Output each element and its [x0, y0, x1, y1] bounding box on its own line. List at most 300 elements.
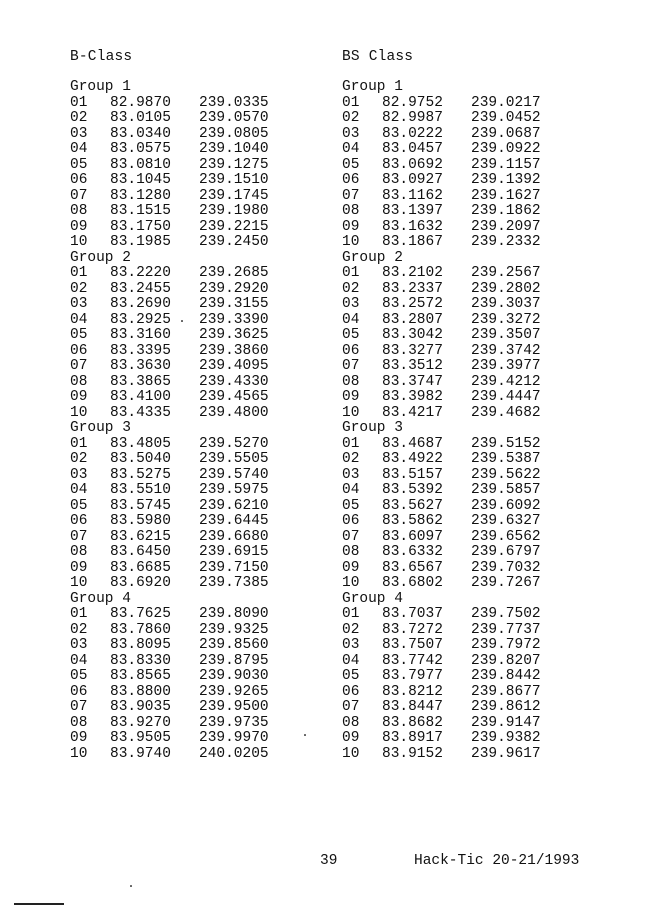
row-index: 08 [342, 203, 360, 219]
row-index: 06 [342, 172, 360, 188]
row-index: 01 [70, 94, 88, 111]
frequency-value: 83.2807 [382, 311, 443, 328]
frequency-value: 83.8212 [382, 683, 443, 700]
table-row [342, 313, 592, 329]
second-value: 239.6092 [471, 497, 541, 514]
second-value: 239.0217 [471, 94, 541, 111]
table-row [342, 158, 592, 174]
row-index: 05 [342, 156, 360, 173]
row-index: 01 [342, 265, 360, 281]
table-row [342, 700, 592, 716]
frequency-value: 83.2455 [110, 280, 171, 297]
table-row [342, 375, 592, 391]
second-value: 239.6680 [199, 528, 269, 545]
second-value: 239.6327 [471, 513, 541, 529]
second-value: 239.0570 [199, 110, 269, 126]
frequency-value: 83.3395 [110, 342, 171, 359]
frequency-value: 83.4217 [382, 404, 443, 421]
frequency-value: 83.7037 [382, 606, 443, 622]
table-row [342, 669, 592, 685]
row-index: 08 [342, 714, 360, 731]
row-index: 07 [342, 699, 360, 715]
row-index: 04 [342, 652, 360, 669]
row-index: 03 [70, 637, 88, 653]
group-title: Group 3 [70, 420, 131, 436]
table-row [70, 204, 320, 220]
second-value: 239.2802 [471, 280, 541, 297]
row-index: 06 [342, 683, 360, 700]
table-row [342, 499, 592, 515]
table-row [342, 468, 592, 484]
frequency-value: 83.1045 [110, 172, 171, 188]
second-value: 240.0205 [199, 745, 269, 762]
row-index: 09 [70, 559, 88, 576]
frequency-value: 83.4100 [110, 389, 171, 405]
second-value: 239.8612 [471, 699, 541, 715]
frequency-value: 83.2337 [382, 280, 443, 297]
frequency-value: 83.1867 [382, 234, 443, 250]
row-index: 04 [70, 652, 88, 669]
table-row [342, 623, 592, 639]
frequency-value: 83.3865 [110, 373, 171, 390]
table-row [342, 530, 592, 546]
frequency-value: 83.6215 [110, 528, 171, 545]
frequency-value: 83.7625 [110, 606, 171, 622]
table-row [70, 437, 320, 453]
second-value: 239.3860 [199, 342, 269, 359]
second-value: 239.3742 [471, 342, 541, 359]
row-index: 08 [70, 373, 88, 390]
second-value: 239.1627 [471, 187, 541, 204]
second-value: 239.6445 [199, 513, 269, 529]
row-index: 10 [342, 404, 360, 421]
row-index: 04 [70, 311, 88, 328]
table-row [70, 452, 320, 468]
row-index: 01 [342, 606, 360, 622]
second-value: 239.7385 [199, 575, 269, 591]
table-row [342, 344, 592, 360]
second-value: 239.2215 [199, 218, 269, 235]
row-index: 06 [70, 683, 88, 700]
table-row [342, 142, 592, 158]
table-row [70, 499, 320, 515]
row-index: 02 [342, 621, 360, 638]
second-value: 239.3272 [471, 311, 541, 328]
frequency-value: 83.2690 [110, 296, 171, 312]
row-index: 07 [70, 699, 88, 715]
table-row [342, 638, 592, 654]
table-row [70, 716, 320, 732]
table-row [70, 669, 320, 685]
row-index: 03 [70, 466, 88, 483]
table-row [70, 220, 320, 236]
table-row [342, 390, 592, 406]
table-row [70, 654, 320, 670]
second-value: 239.0922 [471, 141, 541, 157]
row-index: 06 [70, 172, 88, 188]
row-index: 08 [70, 714, 88, 731]
frequency-value: 83.2220 [110, 265, 171, 281]
second-value: 239.6915 [199, 544, 269, 560]
row-index: 04 [342, 311, 360, 328]
frequency-value: 83.5510 [110, 482, 171, 498]
frequency-value: 83.8565 [110, 668, 171, 684]
frequency-value: 83.6567 [382, 559, 443, 576]
table-row [70, 638, 320, 654]
row-index: 01 [70, 606, 88, 622]
frequency-value: 83.3160 [110, 327, 171, 343]
second-value: 239.9970 [199, 730, 269, 746]
frequency-value: 83.0692 [382, 156, 443, 173]
frequency-value: 83.2102 [382, 265, 443, 281]
second-value: 239.0805 [199, 125, 269, 142]
second-value: 239.5975 [199, 482, 269, 498]
row-index: 02 [70, 621, 88, 638]
second-value: 239.2097 [471, 218, 541, 235]
second-value: 239.2450 [199, 234, 269, 250]
frequency-value: 83.8917 [382, 730, 443, 746]
table-row [342, 235, 592, 251]
row-index: 01 [70, 435, 88, 452]
table-row [70, 468, 320, 484]
scan-speck [181, 320, 183, 322]
table-row [342, 731, 592, 747]
frequency-value: 83.9740 [110, 745, 171, 762]
frequency-value: 83.0222 [382, 125, 443, 142]
row-index: 01 [342, 435, 360, 452]
frequency-value: 83.3512 [382, 358, 443, 374]
row-index: 05 [342, 497, 360, 514]
second-value: 239.9030 [199, 668, 269, 684]
second-value: 239.1745 [199, 187, 269, 204]
bs-class-title: BS Class [342, 49, 414, 65]
second-value: 239.8795 [199, 652, 269, 669]
second-value: 239.3625 [199, 327, 269, 343]
row-index: 03 [70, 125, 88, 142]
row-index: 10 [342, 575, 360, 591]
row-index: 07 [70, 528, 88, 545]
table-row [70, 173, 320, 189]
frequency-value: 83.1750 [110, 218, 171, 235]
second-value: 239.5387 [471, 451, 541, 467]
frequency-value: 83.4687 [382, 435, 443, 452]
second-value: 239.4800 [199, 404, 269, 421]
second-value: 239.2567 [471, 265, 541, 281]
table-row [342, 173, 592, 189]
scan-mark-line [14, 903, 64, 905]
frequency-value: 83.5862 [382, 513, 443, 529]
second-value: 239.5505 [199, 451, 269, 467]
frequency-value: 83.1985 [110, 234, 171, 250]
table-row [70, 514, 320, 530]
table-row [342, 96, 592, 112]
row-index: 08 [70, 544, 88, 560]
second-value: 239.2920 [199, 280, 269, 297]
second-value: 239.4565 [199, 389, 269, 405]
second-value: 239.8677 [471, 683, 541, 700]
table-row [70, 111, 320, 127]
table-row [342, 576, 592, 592]
second-value: 239.2685 [199, 265, 269, 281]
group-title: Group 4 [70, 590, 131, 607]
table-row [342, 561, 592, 577]
table-row [342, 406, 592, 422]
second-value: 239.8207 [471, 652, 541, 669]
second-value: 239.3155 [199, 296, 269, 312]
row-index: 07 [70, 358, 88, 374]
second-value: 239.9382 [471, 730, 541, 746]
frequency-value: 83.2572 [382, 296, 443, 312]
row-index: 10 [70, 404, 88, 421]
row-index: 08 [342, 544, 360, 560]
row-index: 04 [342, 141, 360, 157]
group-title: Group 3 [342, 420, 403, 436]
second-value: 239.7150 [199, 559, 269, 576]
frequency-value: 83.8330 [110, 652, 171, 669]
frequency-value: 83.0810 [110, 156, 171, 173]
b-class-groups [70, 80, 320, 762]
second-value: 239.9735 [199, 714, 269, 731]
table-row [70, 406, 320, 422]
row-index: 08 [70, 203, 88, 219]
frequency-value: 83.3630 [110, 358, 171, 374]
frequency-value: 82.9987 [382, 110, 443, 126]
row-index: 09 [342, 559, 360, 576]
row-index: 03 [342, 637, 360, 653]
row-index: 08 [342, 373, 360, 390]
group-title: Group 2 [70, 249, 131, 266]
second-value: 239.4212 [471, 373, 541, 390]
table-row [70, 700, 320, 716]
frequency-value: 83.9035 [110, 699, 171, 715]
scan-speck [130, 885, 132, 887]
table-row [70, 731, 320, 747]
frequency-value: 83.1397 [382, 203, 443, 219]
second-value: 239.5270 [199, 435, 269, 452]
second-value: 239.9617 [471, 745, 541, 762]
row-index: 03 [342, 125, 360, 142]
table-row [342, 204, 592, 220]
frequency-value: 83.8800 [110, 683, 171, 700]
second-value: 239.9265 [199, 683, 269, 700]
second-value: 239.8090 [199, 606, 269, 622]
frequency-value: 83.5745 [110, 497, 171, 514]
second-value: 239.3977 [471, 358, 541, 374]
row-index: 05 [70, 668, 88, 684]
table-row [342, 189, 592, 205]
frequency-value: 83.3042 [382, 327, 443, 343]
row-index: 06 [70, 513, 88, 529]
second-value: 239.0452 [471, 110, 541, 126]
frequency-value: 83.0105 [110, 110, 171, 126]
second-value: 239.0687 [471, 125, 541, 142]
frequency-value: 83.3982 [382, 389, 443, 405]
row-index: 05 [70, 497, 88, 514]
second-value: 239.0335 [199, 94, 269, 111]
frequency-value: 83.7507 [382, 637, 443, 653]
frequency-value: 83.1280 [110, 187, 171, 204]
frequency-value: 83.0575 [110, 141, 171, 157]
second-value: 239.7267 [471, 575, 541, 591]
row-index: 05 [342, 327, 360, 343]
second-value: 239.5152 [471, 435, 541, 452]
second-value: 239.7737 [471, 621, 541, 638]
frequency-value: 83.8447 [382, 699, 443, 715]
table-row [70, 390, 320, 406]
table-row [342, 607, 592, 623]
second-value: 239.4447 [471, 389, 541, 405]
frequency-value: 83.5157 [382, 466, 443, 483]
frequency-value: 83.7742 [382, 652, 443, 669]
row-index: 07 [70, 187, 88, 204]
row-index: 05 [70, 327, 88, 343]
second-value: 239.5622 [471, 466, 541, 483]
publication-credit: Hack-Tic 20-21/1993 [414, 853, 580, 869]
frequency-value: 83.0927 [382, 172, 443, 188]
table-row [70, 530, 320, 546]
frequency-value: 82.9870 [110, 94, 171, 111]
second-value: 239.9500 [199, 699, 269, 715]
frequency-value: 83.5040 [110, 451, 171, 467]
table-row [342, 297, 592, 313]
bs-class-groups [342, 80, 592, 762]
table-row [342, 545, 592, 561]
second-value: 239.1392 [471, 172, 541, 188]
row-index: 07 [342, 358, 360, 374]
frequency-value: 83.8682 [382, 714, 443, 731]
row-index: 05 [70, 156, 88, 173]
table-row [342, 685, 592, 701]
table-row [70, 607, 320, 623]
row-index: 07 [342, 187, 360, 204]
row-index: 10 [342, 745, 360, 762]
frequency-value: 83.7860 [110, 621, 171, 638]
second-value: 239.9147 [471, 714, 541, 731]
frequency-value: 83.0457 [382, 141, 443, 157]
second-value: 239.5857 [471, 482, 541, 498]
frequency-value: 83.6450 [110, 544, 171, 560]
second-value: 239.3507 [471, 327, 541, 343]
frequency-value: 83.6685 [110, 559, 171, 576]
table-row [70, 189, 320, 205]
row-index: 02 [70, 451, 88, 467]
table-row [70, 158, 320, 174]
second-value: 239.3037 [471, 296, 541, 312]
frequency-value: 83.5980 [110, 513, 171, 529]
frequency-value: 83.6097 [382, 528, 443, 545]
frequency-value: 83.7977 [382, 668, 443, 684]
row-index: 09 [70, 218, 88, 235]
frequency-value: 83.4805 [110, 435, 171, 452]
scan-speck [304, 734, 306, 736]
frequency-value: 83.5627 [382, 497, 443, 514]
frequency-value: 83.2925 [110, 311, 171, 328]
group-title: Group 4 [342, 590, 403, 607]
row-index: 06 [342, 342, 360, 359]
bs-class-table [342, 49, 592, 762]
row-index: 01 [70, 265, 88, 281]
frequency-value: 83.7272 [382, 621, 443, 638]
frequency-value: 83.5275 [110, 466, 171, 483]
table-row [70, 142, 320, 158]
row-index: 09 [70, 730, 88, 746]
row-index: 04 [70, 141, 88, 157]
frequency-value: 83.8095 [110, 637, 171, 653]
table-row [70, 545, 320, 561]
second-value: 239.9325 [199, 621, 269, 638]
table-row [70, 297, 320, 313]
frequency-value: 83.0340 [110, 125, 171, 142]
frequency-value: 83.6802 [382, 575, 443, 591]
frequency-value: 83.5392 [382, 482, 443, 498]
table-row [342, 127, 592, 143]
row-index: 02 [342, 451, 360, 467]
second-value: 239.1862 [471, 203, 541, 219]
table-row [70, 623, 320, 639]
row-index: 09 [342, 730, 360, 746]
b-class-title: B-Class [70, 49, 133, 65]
second-value: 239.6797 [471, 544, 541, 560]
second-value: 239.8560 [199, 637, 269, 653]
table-row [342, 452, 592, 468]
group-title: Group 2 [342, 249, 403, 266]
frequency-value: 83.9505 [110, 730, 171, 746]
second-value: 239.4095 [199, 358, 269, 374]
table-row [70, 127, 320, 143]
frequency-value: 83.3277 [382, 342, 443, 359]
second-value: 239.4330 [199, 373, 269, 390]
second-value: 239.1157 [471, 156, 541, 173]
row-index: 09 [70, 389, 88, 405]
frequency-value: 83.3747 [382, 373, 443, 390]
second-value: 239.1510 [199, 172, 269, 188]
frequency-value: 83.9152 [382, 745, 443, 762]
row-index: 10 [70, 745, 88, 762]
table-row [342, 747, 592, 763]
second-value: 239.4682 [471, 404, 541, 421]
table-row [342, 514, 592, 530]
table-row [70, 576, 320, 592]
second-value: 239.7502 [471, 606, 541, 622]
row-index: 10 [342, 234, 360, 250]
second-value: 239.7972 [471, 637, 541, 653]
page-number: 39 [320, 853, 338, 869]
table-row [342, 716, 592, 732]
second-value: 239.5740 [199, 466, 269, 483]
row-index: 02 [342, 110, 360, 126]
table-row [70, 313, 320, 329]
table-row [70, 266, 320, 282]
table-row [70, 235, 320, 251]
row-index: 06 [70, 342, 88, 359]
row-index: 03 [342, 466, 360, 483]
table-row [342, 654, 592, 670]
frequency-value: 83.4335 [110, 404, 171, 421]
table-row [342, 282, 592, 298]
table-row [70, 344, 320, 360]
row-index: 01 [342, 94, 360, 111]
frequency-value: 83.4922 [382, 451, 443, 467]
second-value: 239.1040 [199, 141, 269, 157]
frequency-value: 83.6332 [382, 544, 443, 560]
table-row [70, 96, 320, 112]
second-value: 239.7032 [471, 559, 541, 576]
frequency-value: 83.1162 [382, 187, 443, 204]
row-index: 03 [342, 296, 360, 312]
row-index: 02 [70, 280, 88, 297]
second-value: 239.2332 [471, 234, 541, 250]
frequency-value: 82.9752 [382, 94, 443, 111]
